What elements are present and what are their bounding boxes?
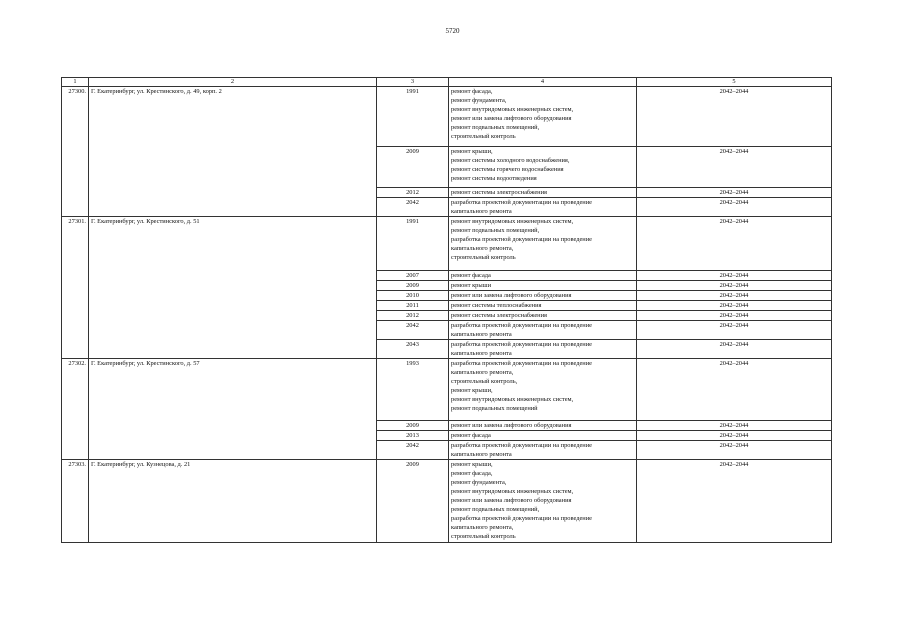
- planned-period-cell: 2042–2044: [637, 188, 832, 198]
- page-number: 5720: [445, 27, 460, 35]
- registry-table: [61, 77, 832, 543]
- work-type: капитального ремонта,: [451, 245, 514, 252]
- table-row: [62, 359, 832, 421]
- planned-period-cell: 2042–2044: [637, 198, 832, 217]
- work-type: капитального ремонта: [451, 451, 512, 458]
- work-type: ремонт крыши,: [451, 387, 493, 394]
- work-type: ремонт системы электроснабжения: [451, 189, 547, 196]
- work-types-cell: [449, 147, 637, 188]
- table-row: [62, 460, 832, 543]
- work-type: строительный контроль: [451, 533, 516, 540]
- work-type: разработка проектной документации на проведение: [451, 199, 592, 206]
- work-type: ремонт подвальных помещений,: [451, 506, 540, 513]
- work-type: капитального ремонта,: [451, 524, 514, 531]
- work-type: ремонт внутридомовых инженерных систем,: [451, 106, 574, 113]
- work-types-cell: [449, 271, 637, 281]
- planned-period-cell: 2042–2044: [637, 147, 832, 188]
- year-cell: 2010: [377, 291, 449, 301]
- work-type: капитального ремонта: [451, 331, 512, 338]
- year-cell: 2009: [377, 147, 449, 188]
- work-type: ремонт фасада: [451, 272, 491, 279]
- planned-period-cell: 2042–2044: [637, 321, 832, 340]
- building-address: Г. Екатеринбург, ул. Крестинского, д. 57: [89, 359, 377, 460]
- building-address: Г. Екатеринбург, ул. Крестинского, д. 49, корп. 2: [89, 87, 377, 217]
- work-type: ремонт или замена лифтового оборудования: [451, 422, 572, 429]
- planned-period-cell: 2042–2044: [637, 431, 832, 441]
- work-types-cell: [449, 340, 637, 359]
- work-type: капитального ремонта,: [451, 369, 514, 376]
- planned-period-cell: 2042–2044: [637, 359, 832, 421]
- work-types-cell: [449, 291, 637, 301]
- column-number: 1: [62, 78, 89, 87]
- year-cell: 2012: [377, 188, 449, 198]
- year-cell: 2011: [377, 301, 449, 311]
- table-row: [62, 217, 832, 271]
- work-type: ремонт фасада: [451, 432, 491, 439]
- work-type: ремонт системы горячего водоснабжения: [451, 166, 564, 173]
- year-cell: 2013: [377, 431, 449, 441]
- work-type: ремонт системы теплоснабжения: [451, 302, 542, 309]
- column-number-row: [62, 78, 832, 87]
- planned-period-cell: 2042–2044: [637, 441, 832, 460]
- work-type: строительный контроль: [451, 133, 516, 140]
- work-types-cell: [449, 431, 637, 441]
- work-type: ремонт системы водоотведения: [451, 175, 537, 182]
- work-type: ремонт крыши,: [451, 148, 493, 155]
- column-number: 3: [377, 78, 449, 87]
- work-types-cell: [449, 198, 637, 217]
- work-type: ремонт крыши,: [451, 461, 493, 468]
- planned-period-cell: 2042–2044: [637, 217, 832, 271]
- work-type: разработка проектной документации на проведение: [451, 442, 592, 449]
- work-type: ремонт фундамента,: [451, 97, 507, 104]
- year-cell: 1993: [377, 359, 449, 421]
- year-cell: 2042: [377, 198, 449, 217]
- work-type: ремонт или замена лифтового оборудования: [451, 497, 572, 504]
- building-address: Г. Екатеринбург, ул. Крестинского, д. 51: [89, 217, 377, 359]
- record-number: 27302.: [62, 359, 89, 460]
- work-types-cell: [449, 321, 637, 340]
- planned-period-cell: 2042–2044: [637, 281, 832, 291]
- work-types-cell: [449, 188, 637, 198]
- work-type: ремонт системы холодного водоснабжения,: [451, 157, 570, 164]
- work-types-cell: [449, 311, 637, 321]
- column-number: 2: [89, 78, 377, 87]
- work-type: ремонт подвальных помещений,: [451, 124, 540, 131]
- planned-period-cell: 2042–2044: [637, 291, 832, 301]
- column-number: 5: [637, 78, 832, 87]
- year-cell: 2043: [377, 340, 449, 359]
- record-number: 27301.: [62, 217, 89, 359]
- work-type: капитального ремонта: [451, 208, 512, 215]
- work-type: ремонт фундамента,: [451, 479, 507, 486]
- work-type: ремонт подвальных помещений,: [451, 227, 540, 234]
- work-type: ремонт или замена лифтового оборудования: [451, 115, 572, 122]
- work-type: разработка проектной документации на проведение: [451, 360, 592, 367]
- planned-period-cell: 2042–2044: [637, 87, 832, 147]
- work-type: строительный контроль: [451, 254, 516, 261]
- column-number: 4: [449, 78, 637, 87]
- table-row: [62, 87, 832, 147]
- year-cell: 2009: [377, 281, 449, 291]
- work-types-cell: [449, 217, 637, 271]
- work-type: строительный контроль,: [451, 378, 518, 385]
- work-types-cell: [449, 421, 637, 431]
- work-type: разработка проектной документации на проведение: [451, 236, 592, 243]
- work-types-cell: [449, 460, 637, 543]
- year-cell: 2009: [377, 421, 449, 431]
- planned-period-cell: 2042–2044: [637, 311, 832, 321]
- year-cell: 2042: [377, 441, 449, 460]
- year-cell: 2009: [377, 460, 449, 543]
- planned-period-cell: 2042–2044: [637, 421, 832, 431]
- planned-period-cell: 2042–2044: [637, 340, 832, 359]
- work-type: разработка проектной документации на проведение: [451, 341, 592, 348]
- work-types-cell: [449, 359, 637, 421]
- work-type: ремонт внутридомовых инженерных систем,: [451, 396, 574, 403]
- work-type: ремонт фасада,: [451, 470, 493, 477]
- work-types-cell: [449, 441, 637, 460]
- record-number: 27303.: [62, 460, 89, 543]
- record-number: 27300.: [62, 87, 89, 217]
- work-type: ремонт или замена лифтового оборудования: [451, 292, 572, 299]
- work-types-cell: [449, 87, 637, 147]
- work-type: капитального ремонта: [451, 350, 512, 357]
- planned-period-cell: 2042–2044: [637, 271, 832, 281]
- year-cell: 1991: [377, 87, 449, 147]
- work-types-cell: [449, 301, 637, 311]
- year-cell: 2007: [377, 271, 449, 281]
- building-address: Г. Екатеринбург, ул. Кузнецова, д. 21: [89, 460, 377, 543]
- year-cell: 1991: [377, 217, 449, 271]
- work-type: ремонт подвальных помещений: [451, 405, 538, 412]
- work-type: ремонт крыши: [451, 282, 492, 289]
- work-type: разработка проектной документации на проведение: [451, 515, 592, 522]
- work-type: ремонт системы электроснабжения: [451, 312, 547, 319]
- planned-period-cell: 2042–2044: [637, 301, 832, 311]
- work-types-cell: [449, 281, 637, 291]
- work-type: разработка проектной документации на проведение: [451, 322, 592, 329]
- year-cell: 2042: [377, 321, 449, 340]
- work-type: ремонт внутридомовых инженерных систем,: [451, 488, 574, 495]
- work-type: ремонт фасада,: [451, 88, 493, 95]
- planned-period-cell: 2042–2044: [637, 460, 832, 543]
- work-type: ремонт внутридомовых инженерных систем,: [451, 218, 574, 225]
- year-cell: 2012: [377, 311, 449, 321]
